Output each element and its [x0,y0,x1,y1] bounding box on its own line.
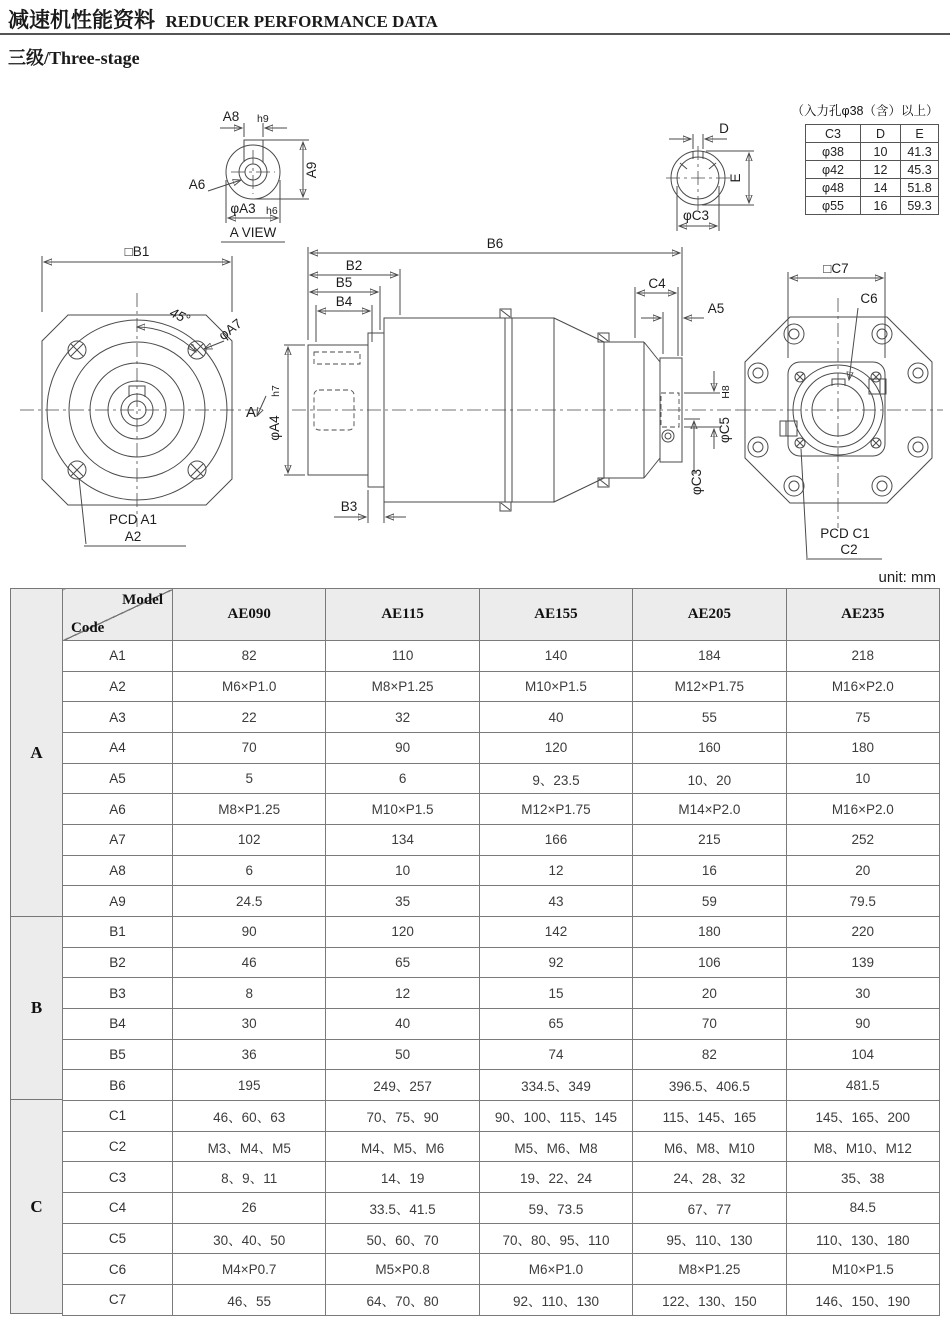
value-cell: 120 [326,917,479,948]
input-hole-row [806,161,939,179]
value-cell: 146、150、190 [786,1285,939,1316]
code-cell-C6: C6 [63,1254,173,1285]
dim-label-c4: C4 [648,276,666,291]
front-view-drawing [20,244,266,546]
value-cell: M16×P2.0 [786,671,939,702]
dim-label-b4: B4 [335,294,353,309]
input-hole-cell: 12 [861,161,901,179]
dim-label-b6: B6 [486,236,504,251]
code-cell-B2: B2 [63,947,173,978]
value-cell: 166 [479,825,632,856]
label-pcd-a1: PCD A1 [108,512,158,527]
value-cell: M8×P1.25 [326,671,479,702]
model-header-AE115: AE115 [326,589,479,641]
value-cell: M4、M5、M6 [326,1131,479,1162]
spec-row-B3 [63,978,940,1009]
value-cell: 20 [633,978,786,1009]
value-cell: 79.5 [786,886,939,917]
value-cell: 334.5、349 [479,1070,632,1101]
value-cell: 5 [173,763,326,794]
model-header-AE235: AE235 [786,589,939,641]
dim-label-a7: φA7 [215,315,245,344]
spec-row-A5 [63,763,940,794]
value-cell: 145、165、200 [786,1101,939,1132]
value-cell: 115、145、165 [633,1101,786,1132]
value-cell: 55 [633,702,786,733]
input-hole-cell: 45.3 [901,161,939,179]
dim-label-c7: □C7 [823,261,849,276]
input-hole-detail-drawing [666,121,754,231]
value-cell: 6 [173,855,326,886]
value-cell: 36 [173,1039,326,1070]
corner-code-label: Code [71,620,105,636]
input-hole-col-D: D [861,125,901,143]
value-cell: 19、22、24 [479,1162,632,1193]
value-cell: 106 [633,947,786,978]
dim-tol-a4: h7 [270,385,282,397]
label-pcd-c1: PCD C1 [820,526,870,541]
value-cell: 82 [633,1039,786,1070]
value-cell: 218 [786,641,939,672]
value-cell: 139 [786,947,939,978]
value-cell: M14×P2.0 [633,794,786,825]
value-cell: 142 [479,917,632,948]
value-cell: 40 [479,702,632,733]
code-cell-B3: B3 [63,978,173,1009]
value-cell: 9、23.5 [479,763,632,794]
spec-row-A1 [63,641,940,672]
value-cell: 16 [633,855,786,886]
value-cell: 140 [479,641,632,672]
value-cell: 92、110、130 [479,1285,632,1316]
dim-tol-a8: h9 [257,113,269,125]
value-cell: 70 [633,1009,786,1040]
spec-row-B2 [63,947,940,978]
value-cell: 215 [633,825,786,856]
spec-row-C6 [63,1254,940,1285]
a-view-detail-drawing [189,109,319,242]
value-cell: 64、70、80 [326,1285,479,1316]
value-cell: 90 [326,733,479,764]
group-label-C: C [10,1099,63,1314]
code-cell-C3: C3 [63,1162,173,1193]
value-cell: 249、257 [326,1070,479,1101]
dim-label-c6: C6 [860,291,878,306]
value-cell: 50 [326,1039,479,1070]
value-cell: 90 [786,1009,939,1040]
code-cell-A6: A6 [63,794,173,825]
spec-row-C5 [63,1223,940,1254]
value-cell: M8、M10、M12 [786,1131,939,1162]
value-cell: 180 [633,917,786,948]
unit-note: unit: mm [878,569,936,586]
code-cell-B5: B5 [63,1039,173,1070]
value-cell: 110、130、180 [786,1223,939,1254]
spec-row-A4 [63,733,940,764]
value-cell: 74 [479,1039,632,1070]
code-cell-A2: A2 [63,671,173,702]
spec-row-B6 [63,1070,940,1101]
value-cell: M5×P0.8 [326,1254,479,1285]
value-cell: 24.5 [173,886,326,917]
value-cell: 195 [173,1070,326,1101]
model-header-AE090: AE090 [173,589,326,641]
input-hole-col-C3: C3 [806,125,861,143]
spec-row-B5 [63,1039,940,1070]
dim-label-b5: B5 [335,275,353,290]
dim-label-a3: φA3 [230,201,256,216]
value-cell: 20 [786,855,939,886]
value-cell: M12×P1.75 [633,671,786,702]
value-cell: M3、M4、M5 [173,1131,326,1162]
value-cell: 30 [173,1009,326,1040]
spec-row-B1 [63,917,940,948]
value-cell: 8 [173,978,326,1009]
dim-label-a5: A5 [707,301,725,316]
spec-row-C3 [63,1162,940,1193]
dim-tol-a3: h6 [266,205,278,217]
label-a2: A2 [124,529,142,544]
dim-label-a4: φA4 [267,415,282,441]
value-cell: 43 [479,886,632,917]
value-cell: 22 [173,702,326,733]
value-cell: 70 [173,733,326,764]
value-cell: 26 [173,1193,326,1224]
value-cell: 110 [326,641,479,672]
code-cell-A5: A5 [63,763,173,794]
a-view-caption: A VIEW [229,225,277,240]
value-cell: 30、40、50 [173,1223,326,1254]
spec-row-A2 [63,671,940,702]
spec-header-row [63,589,940,641]
input-hole-row [806,179,939,197]
value-cell: M6×P1.0 [479,1254,632,1285]
spec-row-B4 [63,1009,940,1040]
input-hole-cell: φ55 [806,197,861,215]
value-cell: 46 [173,947,326,978]
code-cell-C2: C2 [63,1131,173,1162]
code-cell-C7: C7 [63,1285,173,1316]
value-cell: M12×P1.75 [479,794,632,825]
value-cell: 134 [326,825,479,856]
value-cell: M8×P1.25 [173,794,326,825]
value-cell: 46、60、63 [173,1101,326,1132]
value-cell: M6×P1.0 [173,671,326,702]
value-cell: M8×P1.25 [633,1254,786,1285]
dim-label-a8: A8 [222,109,240,124]
model-header-AE155: AE155 [479,589,632,641]
label-c2: C2 [840,542,858,557]
group-label-A: A [10,588,63,917]
input-hole-cell: 14 [861,179,901,197]
value-cell: 46、55 [173,1285,326,1316]
value-cell: 102 [173,825,326,856]
code-cell-A1: A1 [63,641,173,672]
value-cell: M10×P1.5 [786,1254,939,1285]
input-hole-cell: φ42 [806,161,861,179]
value-cell: 35、38 [786,1162,939,1193]
input-hole-table [805,124,939,215]
code-cell-B1: B1 [63,917,173,948]
dim-label-b3: B3 [340,499,358,514]
spec-corner-cell [63,589,173,641]
input-hole-row [806,197,939,215]
value-cell: 70、75、90 [326,1101,479,1132]
spec-row-A3 [63,702,940,733]
title-english: REDUCER PERFORMANCE DATA [165,12,438,31]
value-cell: 32 [326,702,479,733]
input-hole-cell: 10 [861,143,901,161]
input-hole-cell: φ48 [806,179,861,197]
input-hole-cell: 51.8 [901,179,939,197]
value-cell: 120 [479,733,632,764]
value-cell: 24、28、32 [633,1162,786,1193]
dim-label-d: D [719,121,729,136]
code-cell-C5: C5 [63,1223,173,1254]
code-cell-A8: A8 [63,855,173,886]
value-cell: 10 [326,855,479,886]
group-label-B: B [10,916,63,1100]
dim-label-e: E [728,173,743,183]
value-cell: M6、M8、M10 [633,1131,786,1162]
value-cell: 33.5、41.5 [326,1193,479,1224]
value-cell: 67、77 [633,1193,786,1224]
value-cell: 95、110、130 [633,1223,786,1254]
value-cell: 50、60、70 [326,1223,479,1254]
dim-label-c5: φC5 [717,416,732,444]
model-header-AE205: AE205 [633,589,786,641]
spec-row-A6 [63,794,940,825]
value-cell: 59 [633,886,786,917]
code-cell-A7: A7 [63,825,173,856]
spec-row-A7 [63,825,940,856]
value-cell: 12 [479,855,632,886]
page-title [8,4,438,34]
value-cell: 396.5、406.5 [633,1070,786,1101]
code-cell-B4: B4 [63,1009,173,1040]
value-cell: 10、20 [633,763,786,794]
input-hole-cell: 41.3 [901,143,939,161]
spec-row-C1 [63,1101,940,1132]
dim-label-a6: A6 [188,177,206,192]
code-cell-A9: A9 [63,886,173,917]
spec-group-column [10,588,63,1314]
input-hole-cell: φ38 [806,143,861,161]
corner-model-label: Model [122,592,163,608]
value-cell: M10×P1.5 [326,794,479,825]
value-cell: 10 [786,763,939,794]
value-cell: 184 [633,641,786,672]
value-cell: 14、19 [326,1162,479,1193]
dim-tol-c5: H8 [720,385,732,399]
input-hole-cell: 59.3 [901,197,939,215]
input-hole-table-title: （入力孔φ38（含）以上） [791,104,939,118]
value-cell: 122、130、150 [633,1285,786,1316]
value-cell: 180 [786,733,939,764]
value-cell: 65 [479,1009,632,1040]
spec-row-C2 [63,1131,940,1162]
value-cell: 160 [633,733,786,764]
value-cell: 8、9、11 [173,1162,326,1193]
value-cell: M5、M6、M8 [479,1131,632,1162]
value-cell: 35 [326,886,479,917]
dim-label-a9: A9 [304,161,319,179]
spec-row-C4 [63,1193,940,1224]
spec-table [62,588,940,1316]
code-cell-A4: A4 [63,733,173,764]
value-cell: 12 [326,978,479,1009]
value-cell: 82 [173,641,326,672]
stage-subtitle: 三级/Three-stage [8,48,140,68]
side-view-drawing [267,236,740,523]
spec-row-A8 [63,855,940,886]
input-hole-row [806,143,939,161]
rear-view-drawing [737,261,943,559]
dim-label-45deg: 45° [167,304,193,328]
spec-row-C7 [63,1285,940,1316]
value-cell: 481.5 [786,1070,939,1101]
value-cell: 30 [786,978,939,1009]
value-cell: 252 [786,825,939,856]
value-cell: M16×P2.0 [786,794,939,825]
value-cell: 90、100、115、145 [479,1101,632,1132]
input-hole-cell: 16 [861,197,901,215]
value-cell: 84.5 [786,1193,939,1224]
dim-label-c3-side: φC3 [689,468,704,496]
value-cell: 75 [786,702,939,733]
value-cell: 90 [173,917,326,948]
section-marker-a: A [246,404,257,421]
code-cell-C4: C4 [63,1193,173,1224]
value-cell: 6 [326,763,479,794]
value-cell: M10×P1.5 [479,671,632,702]
input-hole-header-row [806,125,939,143]
title-chinese: 减速机性能资料 [8,8,155,32]
dim-label-b1: □B1 [124,244,150,259]
value-cell: 220 [786,917,939,948]
value-cell: M4×P0.7 [173,1254,326,1285]
code-cell-A3: A3 [63,702,173,733]
dim-label-c3-detail: φC3 [682,208,710,223]
code-cell-C1: C1 [63,1101,173,1132]
title-divider [0,33,950,35]
input-hole-col-E: E [901,125,939,143]
spec-row-A9 [63,886,940,917]
value-cell: 40 [326,1009,479,1040]
value-cell: 15 [479,978,632,1009]
code-cell-B6: B6 [63,1070,173,1101]
value-cell: 65 [326,947,479,978]
value-cell: 59、73.5 [479,1193,632,1224]
value-cell: 70、80、95、110 [479,1223,632,1254]
value-cell: 92 [479,947,632,978]
dim-label-b2: B2 [345,258,363,273]
value-cell: 104 [786,1039,939,1070]
